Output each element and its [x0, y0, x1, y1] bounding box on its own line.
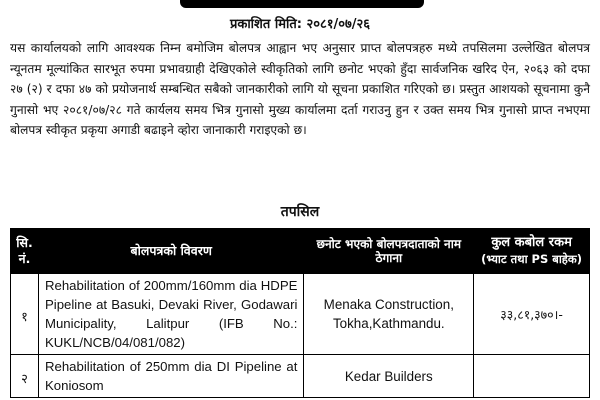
row-serial-number: १ — [11, 274, 39, 355]
header-amount-label: कुल कबोल रकम — [491, 235, 572, 250]
notice-title-banner — [180, 0, 424, 8]
row-amount — [474, 355, 590, 398]
header-selected-bidder: छनोट भएको बोलपत्रदाताको नाम ठेगाना — [304, 229, 474, 274]
row-amount: ३३,८१,३७०।- — [474, 274, 590, 355]
header-amount-note: (भ्याट तथा PS बाहेक) — [481, 252, 582, 266]
row-serial-number: २ — [11, 355, 39, 398]
table-row — [11, 274, 590, 355]
header-bid-description: बोलपत्रको विवरण — [38, 229, 303, 274]
header-serial-number: सि. नं. — [11, 229, 39, 274]
header-total-amount — [474, 229, 590, 274]
table-row — [11, 355, 590, 398]
row-bidder: Kedar Builders — [304, 355, 474, 398]
table-header-row — [11, 229, 590, 274]
published-date: प्रकाशित मिति: २०८१/०७/२६ — [229, 17, 371, 32]
row-bidder: Menaka Construction, Tokha,Kathmandu. — [304, 274, 474, 355]
details-heading: तपसिल — [280, 204, 320, 220]
row-description: Rehabilitation of 200mm/160mm dia HDPE Pipeline at Basuki, Devaki River, Godawari Municipality, Lalitpur (IFB No.: KUKL/NCB/04/081/082) — [38, 274, 303, 355]
notice-paragraph: यस कार्यालयको लागि आवश्यक निम्न बमोजिम बोलपत्र आह्वान भए अनुसार प्राप्त बोलपत्रहरु मध्ये तपसिलमा उल्लेखित बोलपत्र न्यूनतम मूल्यांकित सारभूत रुपमा प्रभावग्राही देखिएकोले स्वीकृतिको लागि छनोट भएको हुँदा सार्वजनिक खरिद ऐन, २०६३ को दफा २७ (२) र दफा ४७ को प्रयोजनार्थ सम्बन्धित सबैको जानकारीको लागि यो सूचना प्रकाशित गरिएको छ। प्रस्तुत आशयको सूचनामा कुनै गुनासो भए २०८१/०७/२८ गते कार्यलय समय भित्र गुनासो मुख्य कार्यालमा दर्ता गराउनु हुन र उक्त समय भित्र गुनासो प्राप्त नभएमा बोलपत्र स्वीकृत प्रकृया अगाडी बढाइने व्होरा जानाकारी गराइएको छ। — [10, 41, 590, 138]
row-description: Rehabilitation of 250mm dia DI Pipeline at Koniosom — [38, 355, 303, 398]
bid-table — [10, 228, 590, 398]
